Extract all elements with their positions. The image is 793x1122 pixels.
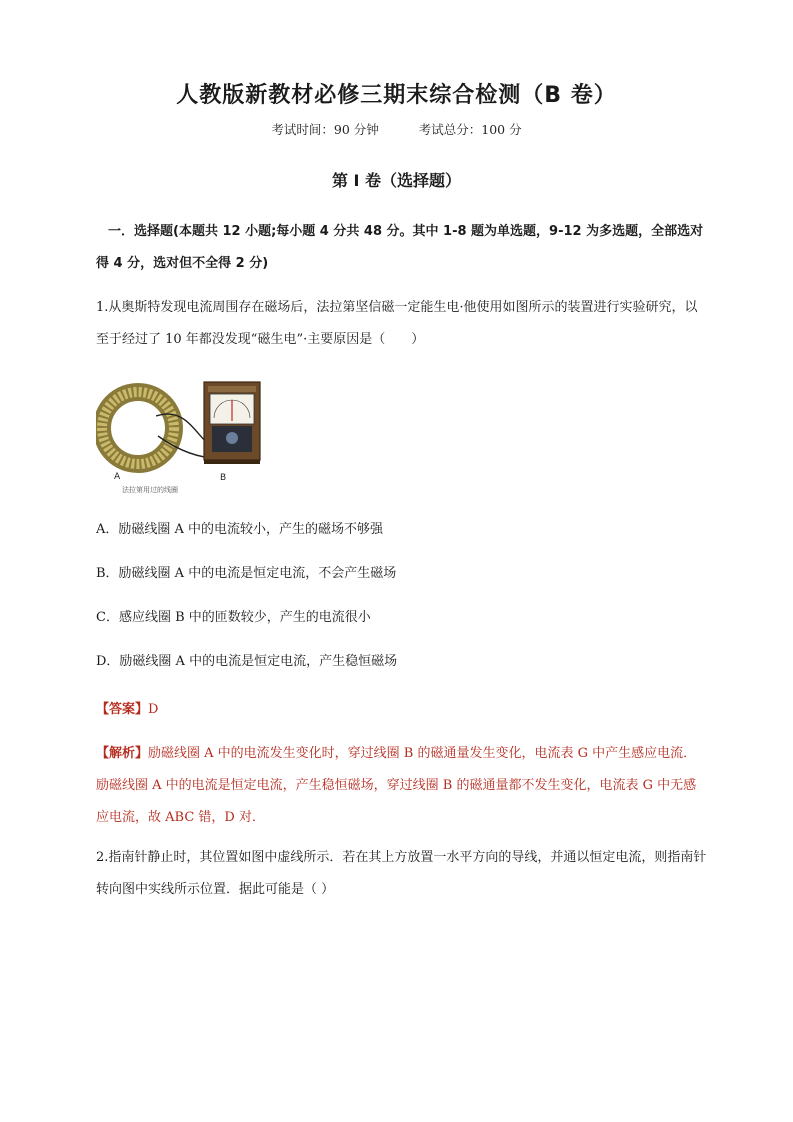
option-a: A．励磁线圈 A 中的电流较小，产生的磁场不够强 (96, 522, 384, 537)
option-d: D．励磁线圈 A 中的电流是恒定电流，产生稳恒磁场 (96, 654, 398, 669)
exam-score: 考试总分：100 分 (418, 122, 522, 137)
section-title: 第 I 卷（选择题） (331, 171, 462, 190)
exam-meta (0, 120, 793, 138)
section-instructions: 一．选择题(本题共 12 小题;每小题 4 分共 48 分。其中 1-8 题为单选题，9-12 为多选题，全部选对得 4 分，选对但不全得 2 分) (96, 224, 704, 271)
figure-label-a: A (114, 472, 121, 482)
answer-label: 【答案】 (96, 702, 149, 717)
analysis-paragraph (96, 738, 708, 834)
analysis-label: 【解析】 (96, 746, 149, 761)
analysis-text: 励磁线圈 A 中的电流发生变化时，穿过线圈 B 的磁通量发生变化，电流表 G 中产生感应电流．励磁线圈 A 中的电流是恒定电流，产生稳恒磁场，穿过线圈 B 的磁通量都不发生变化，电流表 G 中无感应电流，故 ABC 错，D 对． (96, 746, 697, 825)
figure-label-b: B (220, 473, 227, 483)
option-c: C．感应线圈 B 中的匝数较少，产生的电流很小 (96, 610, 371, 625)
figure-caption: 法拉第用过的线圈 (122, 486, 178, 494)
exam-time: 考试时间：90 分钟 (271, 122, 379, 137)
question-2-text: 2.指南针静止时，其位置如图中虚线所示．若在其上方放置一水平方向的导线，并通以恒定电流，则指南针转向图中实线所示位置．据此可能是（ ） (96, 850, 707, 897)
answer-value: D (148, 702, 159, 717)
option-b: B．励磁线圈 A 中的电流是恒定电流，不会产生磁场 (96, 566, 397, 581)
document-title: 人教版新教材必修三期末综合检测（B 卷） (176, 83, 617, 108)
question-1-text: 1.从奥斯特发现电流周围存在磁场后，法拉第坚信磁一定能生电·他使用如图所示的装置进行实验研究，以至于经过了 10 年都没发现“磁生电”·主要原因是（ ） (96, 300, 698, 347)
faraday-coil-figure (96, 376, 266, 494)
answer-line (96, 698, 158, 717)
